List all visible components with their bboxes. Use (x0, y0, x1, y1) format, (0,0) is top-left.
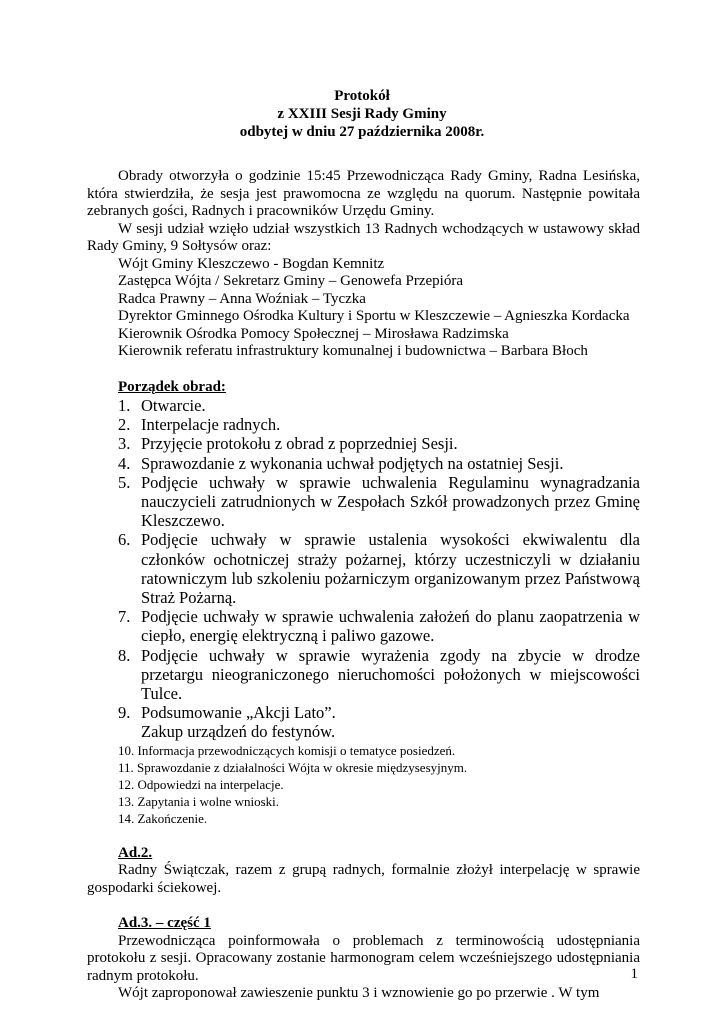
page-number: 1 (630, 966, 638, 982)
agenda-item-number: 1. (118, 396, 131, 415)
agenda-item-text: Informacja przewodniczących komisji o tematyce posiedzeń. (137, 742, 456, 758)
ad3-paragraph-2: Wójt zaproponował zawieszenie punktu 3 i wznowienie go po przerwie . W tym (118, 985, 600, 1002)
agenda-item-number: 3. (118, 434, 131, 454)
agenda-item-text: Podsumowanie „Akcji Lato”. (141, 703, 336, 723)
agenda-item-text: Podjęcie uchwały w sprawie uchwalenia Regulaminu wynagradzania nauczycieli zatrudnionych w Zespołach Szkół prowadzonych przez Gminę Kleszczewo. (141, 472, 640, 531)
agenda-item (87, 703, 640, 741)
title-line-1: Protokół (334, 88, 390, 104)
title-line-2: z XXIII Sesji Rady Gminy (277, 106, 447, 122)
agenda-item-text: Podjęcie uchwały w sprawie wyrażenia zgody na zbycie w drodze przetargu nieograniczonego nieruchomości położonych w miejscowości Tulce. (141, 645, 640, 704)
agenda-list (87, 396, 640, 827)
agenda-item (87, 454, 640, 473)
agenda-item-number: 6. (118, 530, 131, 550)
ad3-paragraph-1: Przewodnicząca poinformowała o problemach z terminowością udostępniania protokołu z sesji. Opracowany zostanie harmonogram celem wcześniejszego udostępniania radnym protokołu. (87, 932, 640, 984)
attendee: Radca Prawny – Anna Woźniak – Tyczka (118, 290, 366, 307)
agenda-item-text: Podjęcie uchwały w sprawie uchwalenia założeń do planu zaopatrzenia w ciepło, energię elektryczną i paliwo gazowe. (141, 607, 640, 646)
agenda-item-text: Podjęcie uchwały w sprawie ustalenia wysokości ekwiwalentu dla członków ochotniczej straży pożarnej, którzy uczestniczyli w działaniu ratowniczym lub szkoleniu pożarniczym organizowanym przez Państwową Straż Pożarną. (141, 530, 640, 608)
attendee: Kierownik referatu infrastruktury komunalnej i budownictwa – Barbara Błoch (118, 343, 588, 359)
agenda-item (87, 776, 640, 793)
agenda-item (87, 530, 640, 607)
agenda-heading: Porządek obrad: (118, 378, 226, 395)
agenda-item (87, 396, 640, 415)
agenda-item (87, 810, 640, 827)
agenda-item-text: Sprawozdanie z działalności Wójta w okresie międzysesyjnym. (137, 759, 468, 775)
document-body (87, 168, 640, 1003)
agenda-item-text: Przyjęcie protokołu z obrad z poprzedniej Sesji. (141, 434, 458, 454)
agenda-item-number: 11. (118, 759, 134, 775)
document-title (0, 87, 724, 141)
agenda-item (87, 793, 640, 810)
agenda-item-text: Sprawozdanie z wykonania uchwał podjętych na ostatniej Sesji. (141, 453, 564, 473)
agenda-item-text: Zapytania i wolne wnioski. (137, 793, 280, 809)
agenda-item-number: 8. (118, 645, 131, 665)
agenda-item-number: 9. (118, 703, 131, 723)
agenda-item-text: Odpowiedzi na interpelacje. (137, 776, 284, 792)
ad2-heading: Ad.2. (118, 844, 153, 861)
agenda-item-number: 5. (118, 472, 131, 492)
title-line-3: odbytej w dniu 27 października 2008r. (239, 124, 485, 140)
agenda-item-text: Otwarcie. (141, 396, 206, 415)
agenda-item-number: 4. (118, 453, 131, 473)
agenda-item (87, 415, 640, 434)
agenda-item-number: 13. (118, 793, 135, 809)
agenda-item-number: 7. (118, 607, 131, 627)
agenda-item-number: 14. (118, 810, 135, 826)
attendee: Wójt Gminy Kleszczewo - Bogdan Kemnitz (118, 255, 385, 272)
attendee: Kierownik Ośrodka Pomocy Społecznej – Mirosława Radzimska (118, 325, 509, 342)
agenda-item-number: 10. (118, 742, 135, 758)
ad2-paragraph: Radny Świątczak, razem z grupą radnych, formalnie złożył interpelację w sprawie gospodarki ściekowej. (87, 862, 640, 896)
attendee: Dyrektor Gminnego Ośrodka Kultury i Sportu w Kleszczewie – Agnieszka Kordacka (118, 308, 630, 324)
ad3-heading: Ad.3. – część 1 (118, 915, 211, 932)
agenda-item-subtext: Zakup urządzeń do festynów. (141, 722, 336, 742)
attendees-list (118, 256, 640, 361)
agenda-item (87, 607, 640, 645)
agenda-item-number: 12. (118, 776, 135, 792)
agenda-item (87, 646, 640, 704)
agenda-item-number: 2. (118, 415, 131, 435)
attendee: Zastępca Wójta / Sekretarz Gminy – Genowefa Przepióra (118, 273, 463, 289)
intro-paragraph-1: Obrady otworzyła o godzinie 15:45 Przewodnicząca Rady Gminy, Radna Lesińska, która stwierdziła, że sesja jest prawomocna ze względu na quorum. Następnie powitała zebranych gości, Radnych i pracowników Urzędu Gminy. (87, 168, 640, 219)
agenda-item (87, 473, 640, 531)
agenda-item-text: Zakończenie. (137, 810, 208, 826)
agenda-item (87, 434, 640, 453)
agenda-item-text: Interpelacje radnych. (141, 415, 281, 435)
intro-paragraph-2: W sesji udział wzięło udział wszystkich 13 Radnych wchodzących w ustawowy skład Rady Gminy, 9 Sołtysów oraz: (87, 220, 640, 254)
agenda-item (87, 742, 640, 759)
agenda-item (87, 759, 640, 776)
